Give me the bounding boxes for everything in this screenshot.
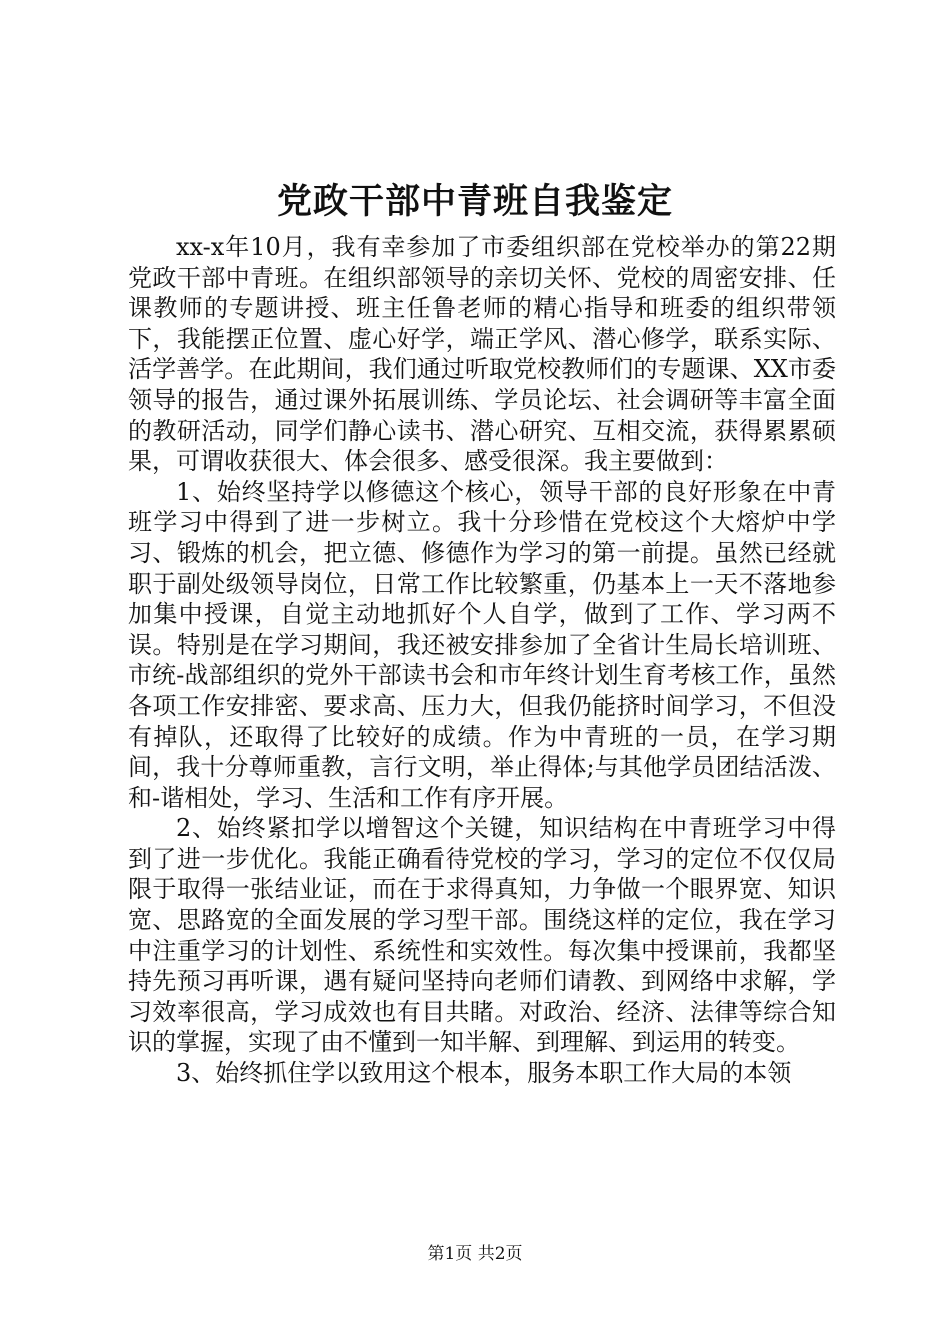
- paragraph-point-1: 1、始终坚持学以修德这个核心，领导干部的良好形象在中青班学习中得到了进一步树立。我十分珍惜在党校这个大熔炉中学习、锻炼的机会，把立德、修德作为学习的第一前提。虽然已经就职于副处级领导岗位，日常工作比较繁重，仍基本上一天不落地参加集中授课，自觉主动地抓好个人自学，做到了工作、学习两不误。特别是在学习期间，我还被安排参加了全省计生局长培训班、市统-战部组织的党外干部读书会和市年终计划生育考核工作，虽然各项工作安排密、要求高、压力大，但我仍能挤时间学习，不但没有掉队，还取得了比较好的成绩。作为中青班的一员，在学习期间，我十分尊师重教，言行文明，举止得体;与其他学员团结活泼、和-谐相处，学习、生活和工作有序开展。: [128, 477, 836, 812]
- paragraph-point-3: 3、始终抓住学以致用这个根本，服务本职工作大局的本领: [176, 1059, 792, 1088]
- page-number-footer: 第1页 共2页: [427, 1244, 523, 1264]
- document-body: [128, 232, 836, 1089]
- document-title: 党政干部中青班自我鉴定: [276, 181, 673, 222]
- paragraph-point-2: 2、始终紧扣学以增智这个关键，知识结构在中青班学习中得到了进一步优化。我能正确看待党校的学习，学习的定位不仅仅局限于取得一张结业证，而在于求得真知，力争做一个眼界宽、知识宽、思路宽的全面发展的学习型干部。围绕这样的定位，我在学习中注重学习的计划性、系统性和实效性。每次集中授课前，我都坚持先预习再听课，遇有疑问坚持向老师们请教、到网络中求解，学习效率很高，学习成效也有目共睹。对政治、经济、法律等综合知识的掌握，实现了由不懂到一知半解、到理解、到运用的转变。: [128, 814, 836, 1057]
- paragraph-intro: xx-x年10月，我有幸参加了市委组织部在党校举办的第22期党政干部中青班。在组织部领导的亲切关怀、党校的周密安排、任课教师的专题讲授、班主任鲁老师的精心指导和班委的组织带领下，我能摆正位置、虚心好学，端正学风、潜心修学，联系实际、活学善学。在此期间，我们通过听取党校教师们的专题课、XX市委领导的报告，通过课外拓展训练、学员论坛、社会调研等丰富全面的教研活动，同学们静心读书、潜心研究、互相交流，获得累累硕果，可谓收获很大、体会很多、感受很深。我主要做到：: [128, 233, 836, 476]
